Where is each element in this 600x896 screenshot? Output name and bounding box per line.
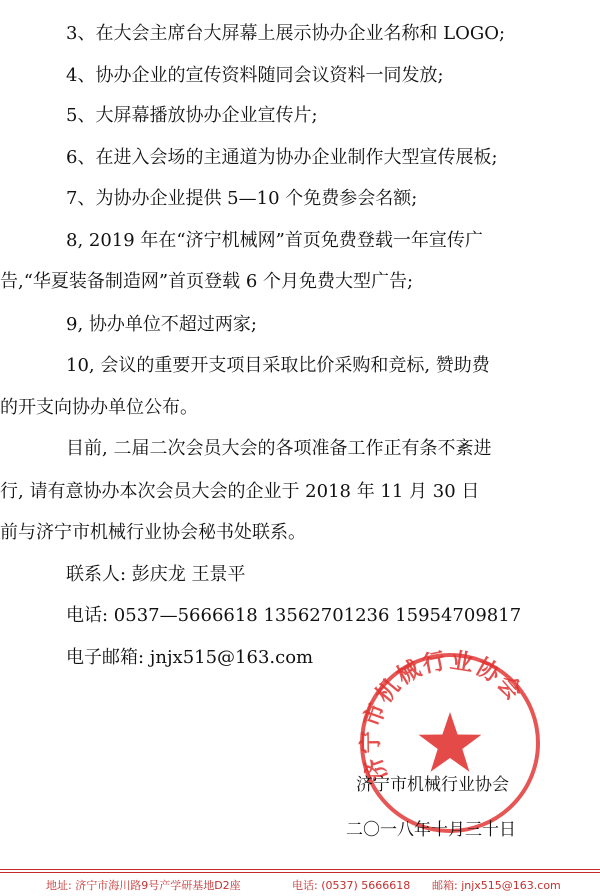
item-7: 7、为协办企业提供 5—10 个免费参会名额; [66, 188, 418, 209]
item-10-line2: 的开支向协办单位公布。 [0, 397, 198, 418]
item-3: 3、在大会主席台大屏幕上展示协办企业名称和 LOGO; [66, 23, 506, 44]
paragraph-line3: 前与济宁市机械行业协会秘书处联系。 [0, 522, 306, 543]
contact-email: 电子邮箱: jnjx515@163.com [66, 647, 314, 668]
paragraph-line1: 目前, 二届二次会员大会的各项准备工作正有条不紊进 [66, 438, 492, 459]
item-6: 6、在进入会场的主通道为协办企业制作大型宣传展板; [66, 147, 498, 168]
contact-phone: 电话: 0537—5666618 13562701236 15954709817 [66, 605, 522, 626]
signature-date: 二〇一八年十月三十日 [346, 820, 516, 840]
seal-ring [362, 655, 538, 831]
item-9: 9, 协办单位不超过两家; [66, 314, 257, 335]
signature-organization: 济宁市机械行业协会 [356, 775, 509, 795]
footer-phone: 电话: (0537) 5666618 [292, 879, 411, 892]
item-4: 4、协办企业的宣传资料随同会议资料一同发放; [66, 65, 444, 86]
item-8-line1: 8, 2019 年在“济宁机械网”首页免费登载一年宣传广 [66, 230, 483, 251]
seal-text: 济宁市机械行业协会 [356, 646, 529, 785]
letterhead-footer [0, 874, 600, 896]
footer-address: 地址: 济宁市海川路9号产学研基地D2座 [46, 879, 241, 892]
footer-divider [0, 869, 600, 870]
footer-email: 邮箱: jnjx515@163.com [432, 879, 561, 892]
footer-divider-thin [0, 872, 600, 873]
item-10-line1: 10, 会议的重要开支项目采取比价采购和竞标, 赞助费 [66, 355, 490, 376]
item-8-line2: 告,“华夏装备制造网”首页登载 6 个月免费大型广告; [0, 271, 414, 292]
seal-star-icon [419, 712, 482, 772]
item-5: 5、大屏幕播放协办企业宣传片; [66, 105, 318, 126]
contact-person: 联系人: 彭庆龙 王景平 [66, 564, 246, 585]
paragraph-line2: 行, 请有意协办本次会员大会的企业于 2018 年 11 月 30 日 [0, 481, 480, 502]
